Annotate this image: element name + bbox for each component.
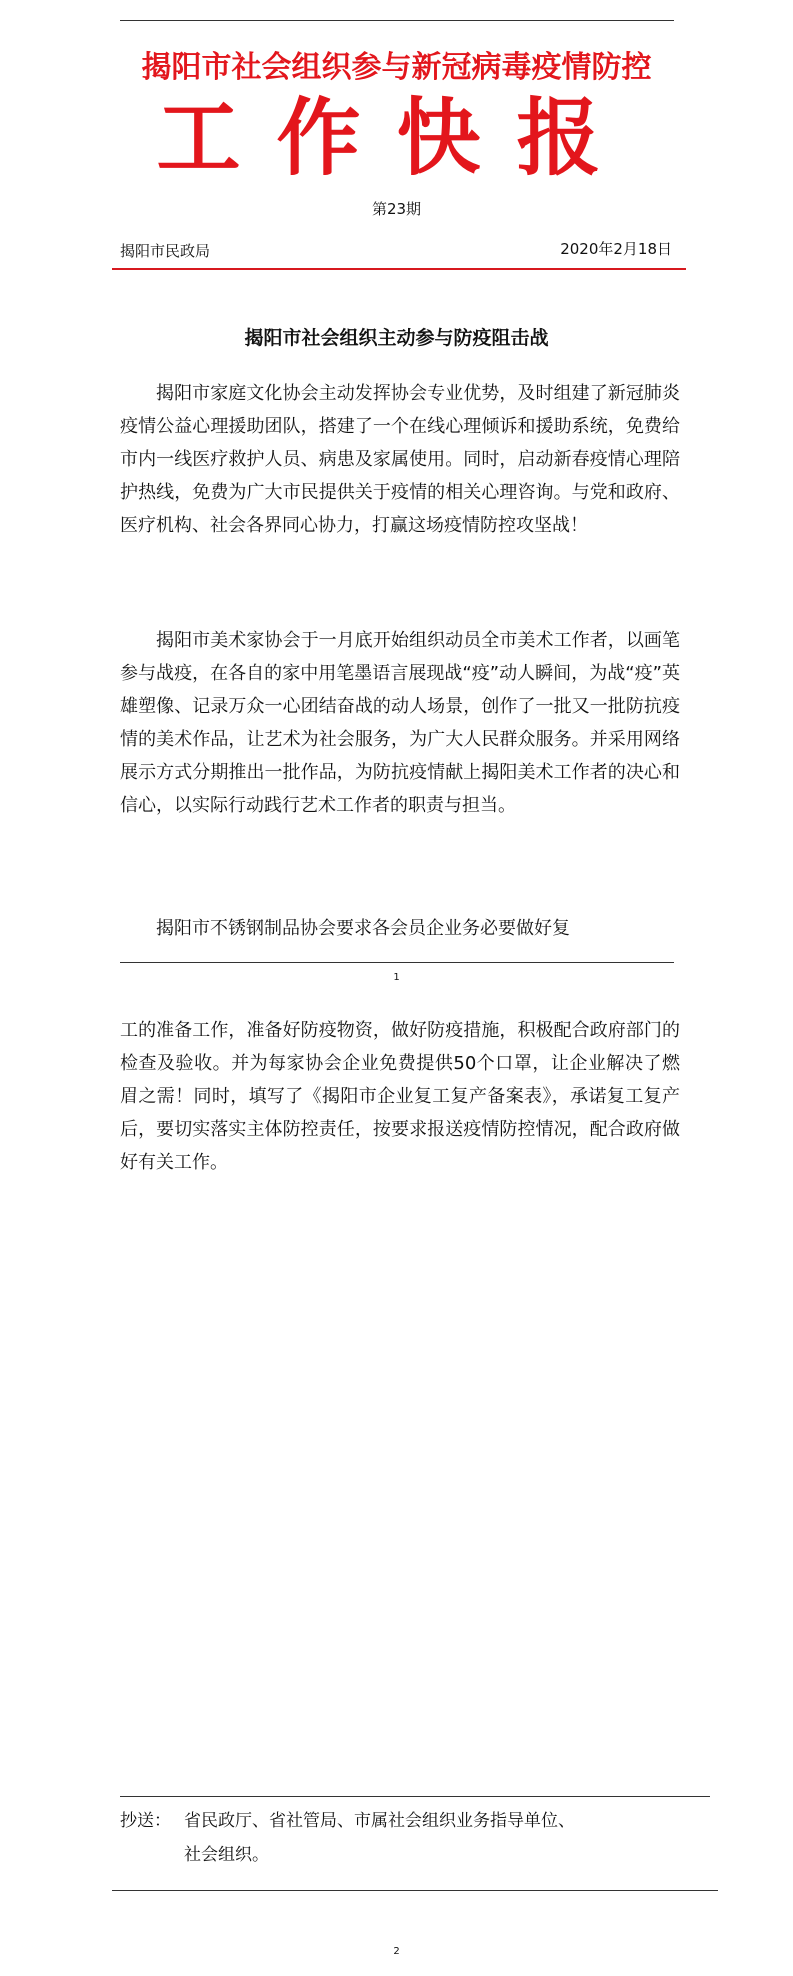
paragraph-steel-association: 揭阳市不锈钢制品协会要求各会员企业务必要做好复 (156, 918, 570, 939)
issuing-organization: 揭阳市民政局 (120, 242, 211, 260)
cc-block (120, 1804, 700, 1872)
issue-number: 第23期 (371, 200, 422, 218)
masthead-red-rule (112, 268, 686, 270)
top-rule (120, 20, 674, 21)
cc-recipients-line1: 省民政厅、省社管局、市属社会组织业务指导单位、 (184, 1811, 575, 1831)
article-headline: 揭阳市社会组织主动参与防疫阻击战 (244, 327, 549, 349)
paragraph-art-association: 揭阳市美术家协会于一月底开始组织动员全市美术工作者，以画笔参与战疫，在各自的家中用笔墨语言展现战“疫”动人瞬间，为战“疫”英雄塑像、记录万众一心团结奋战的动人场景，创作了一批又一批防抗疫情的美术作品，让艺术为社会服务，为广大人民群众服务。并采用网络展示方式分期推出一批作品，为防抗疫情献上揭阳美术工作者的决心和信心，以实际行动践行艺术工作者的职责与担当。 (120, 630, 680, 816)
paragraph-family-culture: 揭阳市家庭文化协会主动发挥协会专业优势，及时组建了新冠肺炎疫情公益心理援助团队，搭建了一个在线心理倾诉和援助系统，免费给市内一线医疗救护人员、病患及家属使用。同时，启动新春疫情心理陪护热线，免费为广大市民提供关于疫情的相关心理咨询。与党和政府、医疗机构、社会各界同心协力，打赢这场疫情防控攻坚战！ (120, 383, 680, 536)
cc-recipients-line2: 社会组织。 (184, 1845, 269, 1865)
paragraph-steel-continuation: 工的准备工作，准备好防疫物资，做好防疫措施，积极配合政府部门的检查及验收。并为每家协会企业免费提供50个口罩，让企业解决了燃眉之需！同时，填写了《揭阳市企业复工复产备案表》，承诺复工复产后，要切实落实主体防控责任，按要求报送疫情防控情况，配合政府做好有关工作。 (120, 1020, 680, 1173)
masthead-title-line1: 揭阳市社会组织参与新冠病毒疫情防控 (141, 50, 652, 85)
page1-bottom-rule (120, 962, 674, 963)
cc-bottom-rule (112, 1890, 718, 1891)
page-number-2: 2 (393, 1946, 400, 1957)
issue-date: 2020年2月18日 (560, 240, 672, 258)
cc-label: 抄送： (120, 1811, 171, 1831)
page-number-1: 1 (393, 972, 400, 983)
cc-top-rule (120, 1796, 710, 1797)
masthead-title-line2: 工作快报 (156, 88, 637, 187)
